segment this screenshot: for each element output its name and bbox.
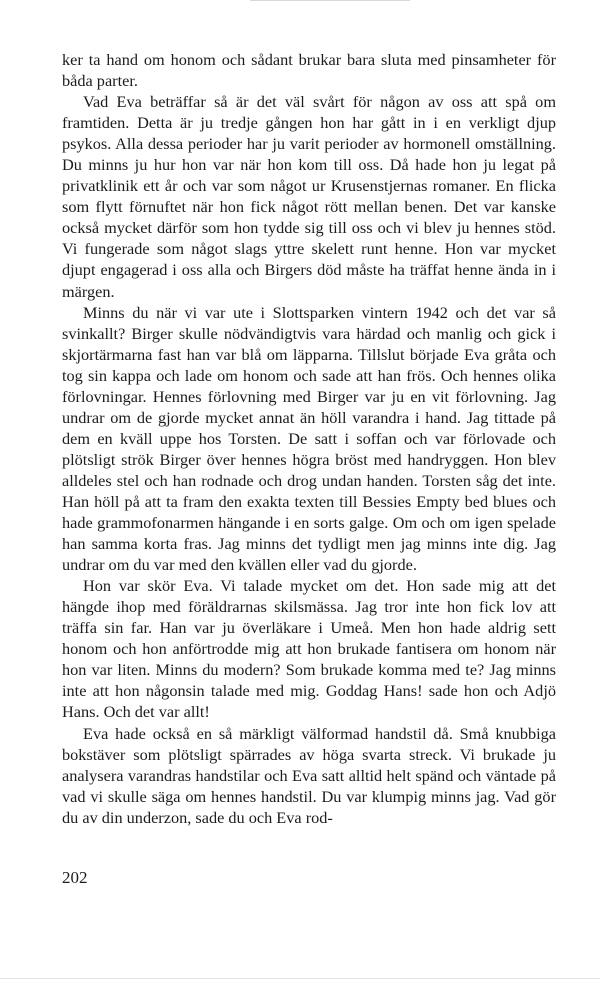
page-top-edge-line xyxy=(250,0,410,1)
page-number: 202 xyxy=(62,868,88,887)
paragraph-eva-future: Vad Eva beträffar så är det väl svårt för någon av oss att spå om framtiden. Detta är ju tredje gången hon har gått in i en verkligt djup psykos. Alla dessa perioder har ju varit perioder av hormonell omställning. Du minns ju hur hon var när hon kom till oss. Då hade hon ju legat på privatklinik ett år och var som något ur Krusenstjernas romaner. En flicka som flytt förnuftet när hon fick något rött mellan benen. Det var kanske också mycket därför som hon tydde sig till oss och vi blev ju hennes stöd. Vi fungerade som något slags yttre skelett runt henne. Hon var mycket djupt engagerad i oss alla och Birgers död måste ha träffat henne ända in i märgen. xyxy=(62,92,556,301)
paragraph-handwriting: Eva hade också en så märkligt välformad handstil då. Små knubbiga bokstäver som plötsligt spärrades av höga svarta streck. Vi brukade ju analysera varandras handstilar och Eva satt alltid helt spänd och väntade på vad vi skulle säga om hennes handstil. Du var klumpig minns jag. Vad gör du av din underzon, sade du och Eva rod- xyxy=(62,723,556,827)
body-text xyxy=(62,49,556,828)
paragraph-fragile-eva: Hon var skör Eva. Vi talade mycket om det. Hon sade mig att det hängde ihop med föräldrarnas skilsmässa. Jag tror inte hon fick lov att träffa sin far. Han var ju överläkare i Umeå. Men hon hade aldrig sett honom och hon anförtrodde mig att hon brukade fantisera om honom när hon var liten. Minns du modern? Som brukade komma med te? Jag minns inte att hon någonsin talade med mig. Goddag Hans! sade hon och Adjö Hans. Och det var allt! xyxy=(62,576,556,722)
paragraph-slottsparken: Minns du när vi var ute i Slottsparken vintern 1942 och det var så svinkallt? Birger skulle nödvändigtvis vara härdad och manlig och gick i skjortärmarna fast han var blå om läpparna. Tillslut började Eva gråta och tog sin kappa och lade om honom och sade att han frös. Och hennes olika förlovningar. Hennes förlovning med Birger var ju en vit förlovning. Jag undrar om de gjorde mycket annat än höll varandra i hand. Jag tittade på dem en kväll uppe hos Torsten. De satt i soffan och var förlovade och plötsligt strök Birger över hennes högra bröst med handryggen. Hon blev alldeles stel och han rodnade och drog undan handen. Torsten såg det inte. Han höll på att ta fram den exakta texten till Bessies Empty bed blues och hade grammofonarmen hängande i en sorts galge. Om och om igen spelade han samma korta fras. Jag minns det tydligt men jag minns inte dig. Jag undrar om du var med den kvällen eller vad du gjorde. xyxy=(62,302,556,575)
paragraph-continuation: ker ta hand om honom och sådant brukar bara sluta med pinsamheter för båda parter. xyxy=(62,50,556,91)
page-bottom-edge-line xyxy=(0,978,600,979)
